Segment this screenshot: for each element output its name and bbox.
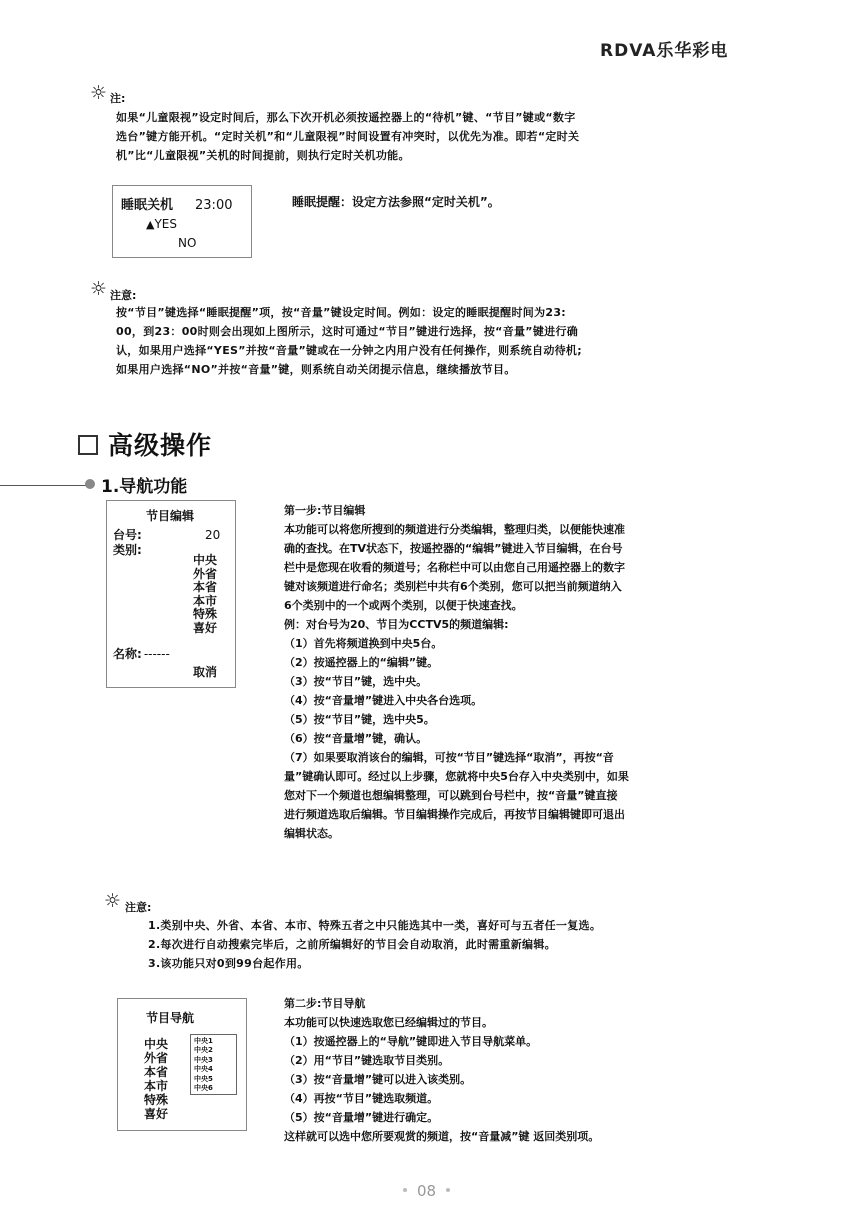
category-item: 外省 [193,566,218,581]
program-navigation-menu [117,998,247,1131]
note3-line: 3.该功能只对0到99台起作用。 [148,957,309,970]
nav-category-item: 喜好 [144,1107,169,1121]
name-value: ------ [143,647,170,661]
note3-title: 注意: [125,901,152,914]
note1-body [116,108,796,165]
note2-title: 注意: [110,289,137,302]
note2-line: 认，如果用户选择“YES”并按“音量”键或在一分钟之内用户没有任何操作，则系统自动待机; [116,344,582,357]
channel-label: 台号: [113,528,142,542]
step1-block [284,501,784,843]
name-label: 名称: [113,647,142,661]
square-bullet-icon [78,435,98,455]
step1-line: 6个类别中的一个或两个类别，以便于快速查找。 [284,599,523,612]
category-item: 中央 [193,553,218,567]
note1-line: 机”比“儿童限视”关机的时间提前，则执行定时关机功能。 [116,149,410,162]
nav-category-item: 本市 [144,1079,169,1093]
step2-line: （2）用“节目”键选取节目类别。 [284,1054,450,1067]
step1-line: 栏中是您现在收看的频道号；名称栏中可以由您自己用遥控器上的数字 [284,561,625,574]
note2-line: 按“节目”键选择“睡眠提醒”项，按“音量”键设定时间。例如：设定的睡眠提醒时间为23: [116,306,566,319]
nav-channel-item: 中央1 [194,1037,213,1045]
step2-line: （1）按遥控器上的“导航”键即进入节目导航菜单。 [284,1035,538,1048]
program-edit-menu [106,500,236,688]
step2-line: 本功能可以快速选取您已经编辑过的节目。 [284,1016,493,1029]
channel-value: 20 [205,528,221,542]
nav-category-item: 中央 [144,1037,169,1051]
step1-line: （1）首先将频道换到中央5台。 [284,637,443,650]
page-footer [0,1182,853,1200]
step1-line: （7）如果要取消该台的编辑，可按“节目”键选择“取消”，再按“音 [284,751,614,764]
step2-line: （3）按“音量增”键可以进入该类别。 [284,1073,472,1086]
category-item: 喜好 [193,620,218,635]
sub-section-title: 1.导航功能 [101,477,188,497]
category-item: 特殊 [193,607,218,621]
footer-dot-icon [403,1188,407,1192]
sleep-option-yes: YES [154,217,177,231]
step1-line: （5）按“节目”键，选中央5。 [284,713,435,726]
step1-line: 进行频道选取后编辑。节目编辑操作完成后，再按节目编辑键即可退出 [284,808,625,821]
note1-line: 选台”键方能开机。“定时关机”和“儿童限视”时间设置有冲突时，以优先为准。即若“定时关 [116,130,580,143]
divider-line [0,485,86,486]
step1-title: 第一步:节目编辑 [284,504,366,517]
step1-line: 量”键确认即可。经过以上步骤，您就将中央5台存入中央类别中，如果 [284,770,629,783]
step1-line: （3）按“节目”键，选中央。 [284,675,428,688]
note1-line: 如果“儿童限视”设定时间后，那么下次开机必须按遥控器上的“待机”键、“节目”键或“数字 [116,111,576,124]
step1-line: 您对下一个频道也想编辑整理，可以跳到台号栏中，按“音量”键直接 [284,789,618,802]
nav-channel-item: 中央2 [194,1046,213,1055]
section-title: 高级操作 [108,431,213,460]
category-label: 类别: [113,543,142,557]
step1-line: 例：对台号为20、节目为CCTV5的频道编辑: [284,618,509,631]
footer-dot-icon [446,1188,450,1192]
category-item: 本省 [193,580,218,594]
note1-title: 注: [110,92,126,105]
page-number: 08 [416,1182,437,1200]
step2-line: （5）按“音量增”键进行确定。 [284,1111,439,1124]
step1-line: 编辑状态。 [284,827,339,840]
section-heading [78,426,212,462]
brand-logo: RDVA乐华彩电 [600,41,729,61]
nav-channel-item: 中央3 [194,1055,213,1064]
sleep-option-yes-row [146,215,251,234]
step1-line: （6）按“音量增”键，确认。 [284,732,428,745]
note3-line: 1.类别中央、外省、本省、本市、特殊五者之中只能选其中一类，喜好可与五者任一复选。 [148,919,602,932]
sun-icon: ☼ [90,278,108,300]
note3-line: 2.每次进行自动搜索完毕后，之前所编辑好的节目会自动取消，此时需重新编辑。 [148,938,556,951]
sleep-tip: 睡眠提醒：设定方法参照“定时关机”。 [292,195,500,209]
note2-line: 如果用户选择“NO”并按“音量”键，则系统自动关闭提示信息，继续播放节目。 [116,363,516,376]
sleep-dialog-time: 23:00 [195,198,233,213]
sleep-dialog-title: 睡眠关机 [121,198,174,213]
step1-line: （2）按遥控器上的“编辑”键。 [284,656,439,669]
note2-line: 00，到23：00时则会出现如上图所示，这时可通过“节目”键进行选择，按“音量”键进行确 [116,325,579,338]
sun-icon: ☼ [90,82,108,104]
name-row [113,647,170,662]
nav-category-item: 外省 [144,1051,169,1065]
sleep-off-dialog [112,185,252,258]
bullet-dot-icon [85,479,95,489]
cursor-icon: ▲ [146,218,155,231]
category-list [193,554,217,635]
note2-body [116,303,806,379]
sleep-dialog-header [121,196,251,215]
nav-channel-item: 中央4 [194,1065,213,1074]
step1-line: 键对该频道进行命名；类别栏中共有6个类别，您可以把当前频道纳入 [284,580,622,593]
step2-title: 第二步:节目导航 [284,997,366,1010]
nav-category-list [144,1037,168,1121]
nav-channel-list [190,1034,237,1095]
note3-body [148,916,808,973]
step2-line: 这样就可以选中您所要观赏的频道，按“音量减”键 返回类别项。 [284,1130,600,1143]
channel-row [113,528,235,543]
step2-line: （4）再按“节目”键选取频道。 [284,1092,439,1105]
step1-line: 确的查找。在TV状态下，按遥控器的“编辑”键进入节目编辑，在台号 [284,542,623,555]
nav-channel-item: 中央6 [194,1084,213,1093]
cancel-option: 取消 [193,665,218,679]
nav-menu-title: 节目导航 [146,1011,195,1025]
nav-channel-item: 中央5 [194,1074,213,1083]
step1-line: （4）按“音量增”键进入中央各台选项。 [284,694,483,707]
edit-menu-title: 节目编辑 [145,509,194,523]
step1-line: 本功能可以将您所搜到的频道进行分类编辑，整理归类，以便能快速准 [284,523,625,536]
category-item: 本市 [193,593,218,608]
sun-icon: ☼ [104,890,122,912]
sleep-option-no: NO [178,236,197,250]
nav-category-item: 本省 [144,1065,169,1079]
nav-category-item: 特殊 [144,1093,169,1107]
step2-block [284,994,784,1146]
